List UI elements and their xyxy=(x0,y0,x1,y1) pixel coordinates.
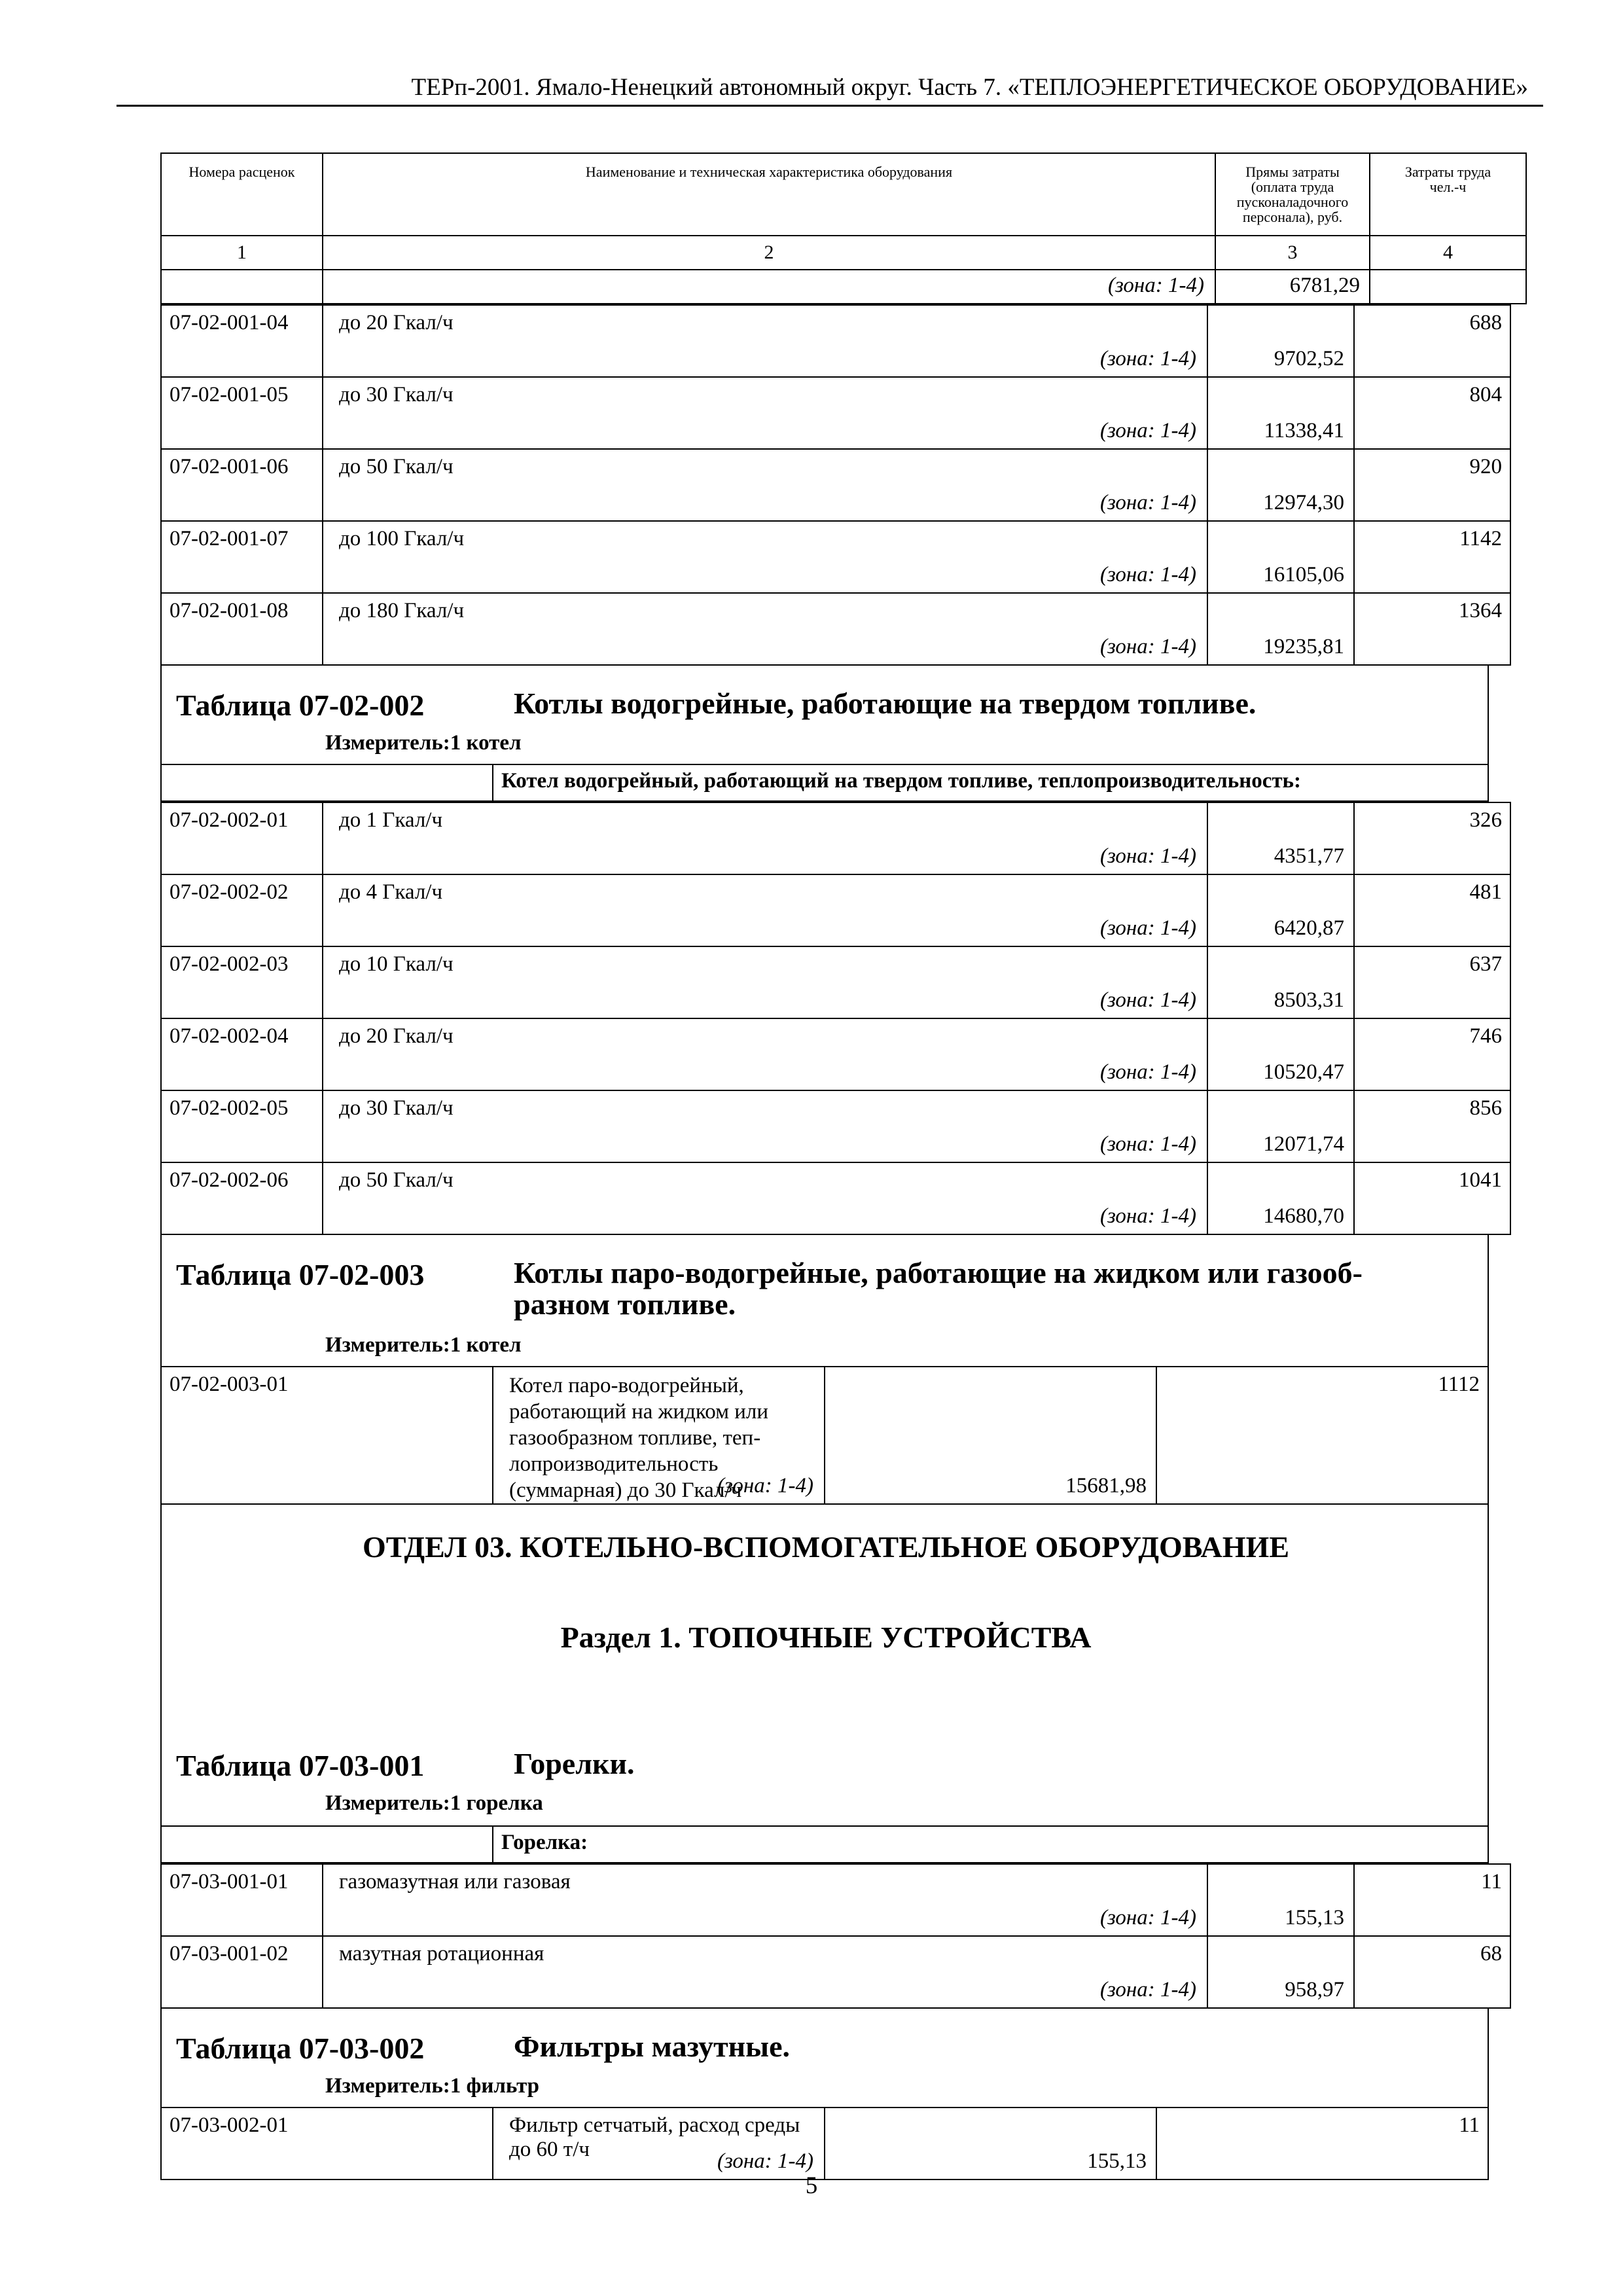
price-value: 6781,29 xyxy=(1289,274,1360,297)
rate-code: 07-02-002-02 xyxy=(161,874,323,946)
zone-label: (зона: 1-4) xyxy=(1099,916,1196,940)
zone-label: (зона: 1-4) xyxy=(1099,419,1196,442)
price-value: 6420,87 xyxy=(1274,916,1344,940)
col-header-labor: Затраты труда чел.-ч xyxy=(1370,153,1526,236)
price-value: 19235,81 xyxy=(1263,635,1344,658)
rate-description: до 4 Гкал/ч xyxy=(339,880,443,904)
labor-value: 326 xyxy=(1354,802,1510,874)
rate-description: до 10 Гкал/ч xyxy=(339,952,454,976)
price-value: 4351,77 xyxy=(1274,844,1344,868)
labor-value: 1041 xyxy=(1354,1162,1510,1234)
rate-code: 07-03-001-02 xyxy=(161,1936,323,2008)
price-value: 12071,74 xyxy=(1263,1132,1344,1156)
labor-value: 481 xyxy=(1354,874,1510,946)
table-row xyxy=(161,449,1510,521)
zone-label: (зона: 1-4) xyxy=(1099,347,1196,370)
rate-code: 07-02-001-06 xyxy=(161,449,323,521)
table-row xyxy=(161,377,1510,449)
zone-label: (зона: 1-4) xyxy=(1099,1978,1196,2001)
price-value: 16105,06 xyxy=(1263,563,1344,586)
price-value: 14680,70 xyxy=(1263,1204,1344,1228)
labor-value: 11 xyxy=(1156,2108,1488,2179)
measure-unit: Измеритель:1 котел xyxy=(325,1333,522,1357)
labor-value: 68 xyxy=(1354,1936,1510,2008)
rate-description: до 30 Гкал/ч xyxy=(339,1096,454,1120)
table-row xyxy=(161,1090,1510,1162)
col-number: 4 xyxy=(1370,236,1526,270)
table-row xyxy=(161,802,1510,874)
rate-code: 07-02-001-04 xyxy=(161,305,323,377)
subheading: Котел водогрейный, работающий на твердом топливе, теплопроизводительность: xyxy=(493,764,1488,801)
zone-label: (зона: 1-4) xyxy=(1099,988,1196,1012)
table-row xyxy=(161,2108,1488,2179)
rate-code: 07-02-003-01 xyxy=(161,1367,493,1504)
price-value: 155,13 xyxy=(1285,1906,1344,1929)
table-name: Горелки. xyxy=(514,1747,635,1780)
price-value: 9702,52 xyxy=(1274,347,1344,370)
price-value: 12974,30 xyxy=(1263,491,1344,514)
price-value: 15681,98 xyxy=(1065,1474,1147,1498)
rate-code: 07-02-002-04 xyxy=(161,1018,323,1090)
zone-label: (зона: 1-4) xyxy=(1099,1060,1196,1084)
table-row xyxy=(161,1864,1510,1936)
table-header-row xyxy=(161,153,1526,236)
header-rule xyxy=(116,105,1543,107)
col-number: 3 xyxy=(1215,236,1370,270)
zone-label: (зона: 1-4) xyxy=(1099,1906,1196,1929)
table-row xyxy=(161,1018,1510,1090)
measure-unit: Измеритель:1 котел xyxy=(325,731,522,755)
zone-label: (зона: 1-4) xyxy=(1099,1132,1196,1156)
rate-description: до 30 Гкал/ч xyxy=(339,383,454,406)
table-row xyxy=(161,305,1510,377)
table-code: Таблица 07-02-003 xyxy=(176,1258,425,1291)
rate-description: до 100 Гкал/ч xyxy=(339,527,465,550)
measure-unit: Измеритель:1 фильтр xyxy=(325,2074,540,2098)
table-row xyxy=(161,1162,1510,1234)
labor-value: 11 xyxy=(1354,1864,1510,1936)
rate-code: 07-02-001-07 xyxy=(161,521,323,593)
rate-code: 07-02-002-05 xyxy=(161,1090,323,1162)
zone-label: (зона: 1-4) xyxy=(717,1474,813,1498)
labor-value: 804 xyxy=(1354,377,1510,449)
page-number: 5 xyxy=(805,2172,818,2199)
col-number: 2 xyxy=(323,236,1215,270)
subheading: Горелка: xyxy=(493,1826,1488,1863)
price-value: 958,97 xyxy=(1285,1978,1344,2001)
table-row xyxy=(161,1367,1488,1504)
carry-over-row xyxy=(161,270,1526,304)
rate-description: до 50 Гкал/ч xyxy=(339,455,454,478)
rate-description: Котел паро-водогрейный, работающий на жидком или газообразном топливе, теп- лопроизводительность (суммарная) до 30 Гкал/ч xyxy=(509,1374,769,1502)
zone-label: (зона: 1-4) xyxy=(1099,635,1196,658)
zone-label: (зона: 1-4) xyxy=(1099,1204,1196,1228)
labor-value: 856 xyxy=(1354,1090,1510,1162)
rate-description: мазутная ротационная xyxy=(339,1942,544,1965)
table-row xyxy=(161,946,1510,1018)
table-row xyxy=(161,874,1510,946)
zone-label: (зона: 1-4) xyxy=(1107,274,1204,297)
measure-unit: Измеритель:1 горелка xyxy=(325,1791,543,1815)
labor-value: 746 xyxy=(1354,1018,1510,1090)
subheading-row xyxy=(161,764,1488,801)
rows-07-02-001 xyxy=(160,304,1511,666)
column-number-row xyxy=(161,236,1526,270)
zone-label: (зона: 1-4) xyxy=(1099,844,1196,868)
table-title-07-03-002 xyxy=(161,2009,1488,2108)
col-header-name: Наименование и техническая характеристика оборудования xyxy=(323,153,1215,236)
rate-code: 07-02-002-03 xyxy=(161,946,323,1018)
rate-description: до 20 Гкал/ч xyxy=(339,1024,454,1048)
table-row xyxy=(161,521,1510,593)
zone-label: (зона: 1-4) xyxy=(717,2149,813,2173)
rate-description: до 180 Гкал/ч xyxy=(339,599,465,622)
subheading-row xyxy=(161,1826,1488,1863)
labor-value: 1364 xyxy=(1354,593,1510,665)
col-header-codes: Номера расценок xyxy=(161,153,323,236)
price-value: 8503,31 xyxy=(1274,988,1344,1012)
price-value: 155,13 xyxy=(1087,2149,1147,2173)
rate-code: 07-03-002-01 xyxy=(161,2108,493,2179)
rate-description: газомазутная или газовая xyxy=(339,1870,571,1893)
rate-code: 07-02-002-01 xyxy=(161,802,323,874)
labor-value: 637 xyxy=(1354,946,1510,1018)
labor-value: 688 xyxy=(1354,305,1510,377)
table-code: Таблица 07-03-001 xyxy=(176,1749,425,1782)
rate-code: 07-02-001-08 xyxy=(161,593,323,665)
zone-label: (зона: 1-4) xyxy=(1099,563,1196,586)
rate-code: 07-02-001-05 xyxy=(161,377,323,449)
table-name: Котлы паро-водогрейные, работающие на жидком или газооб- разном топливе. xyxy=(514,1256,1363,1321)
section-heading-block xyxy=(161,1505,1488,1826)
rate-code: 07-02-002-06 xyxy=(161,1162,323,1234)
table-row xyxy=(161,593,1510,665)
rates-table xyxy=(160,152,1502,2180)
table-name: Фильтры мазутные. xyxy=(514,2030,791,2063)
col-header-direct-costs: Прямы затраты (оплата труда пусконаладочного персонала), руб. xyxy=(1215,153,1370,236)
table-row xyxy=(161,1936,1510,2008)
zone-label: (зона: 1-4) xyxy=(1099,491,1196,514)
labor-value: 1142 xyxy=(1354,521,1510,593)
price-value: 11338,41 xyxy=(1264,419,1344,442)
running-header: ТЕРп-2001. Ямало-Ненецкий автономный округ. Часть 7. «ТЕПЛОЭНЕРГЕТИЧЕСКОЕ ОБОРУДОВАНИЕ» xyxy=(411,74,1528,101)
table-title-07-02-002 xyxy=(161,666,1488,764)
table-code: Таблица 07-02-002 xyxy=(176,689,425,722)
table-name: Котлы водогрейные, работающие на твердом топливе. xyxy=(514,687,1257,720)
table-code: Таблица 07-03-002 xyxy=(176,2032,425,2065)
col-number: 1 xyxy=(161,236,323,270)
rate-description: Фильтр сетчатый, расход среды до 60 т/ч xyxy=(509,2113,800,2161)
rows-07-02-002 xyxy=(160,802,1511,1235)
rate-code: 07-03-001-01 xyxy=(161,1864,323,1936)
labor-value: 920 xyxy=(1354,449,1510,521)
labor-value: 1112 xyxy=(1156,1367,1488,1504)
rate-description: до 20 Гкал/ч xyxy=(339,311,454,334)
rate-description: до 1 Гкал/ч xyxy=(339,808,443,832)
rows-07-03-001 xyxy=(160,1863,1511,2009)
price-value: 10520,47 xyxy=(1263,1060,1344,1084)
rate-description: до 50 Гкал/ч xyxy=(339,1168,454,1192)
division-title: ОТДЕЛ 03. КОТЕЛЬНО-ВСПОМОГАТЕЛЬНОЕ ОБОРУДОВАНИЕ xyxy=(362,1530,1290,1564)
section-title: Раздел 1. ТОПОЧНЫЕ УСТРОЙСТВА xyxy=(560,1621,1092,1654)
table-title-07-02-003 xyxy=(161,1235,1488,1367)
